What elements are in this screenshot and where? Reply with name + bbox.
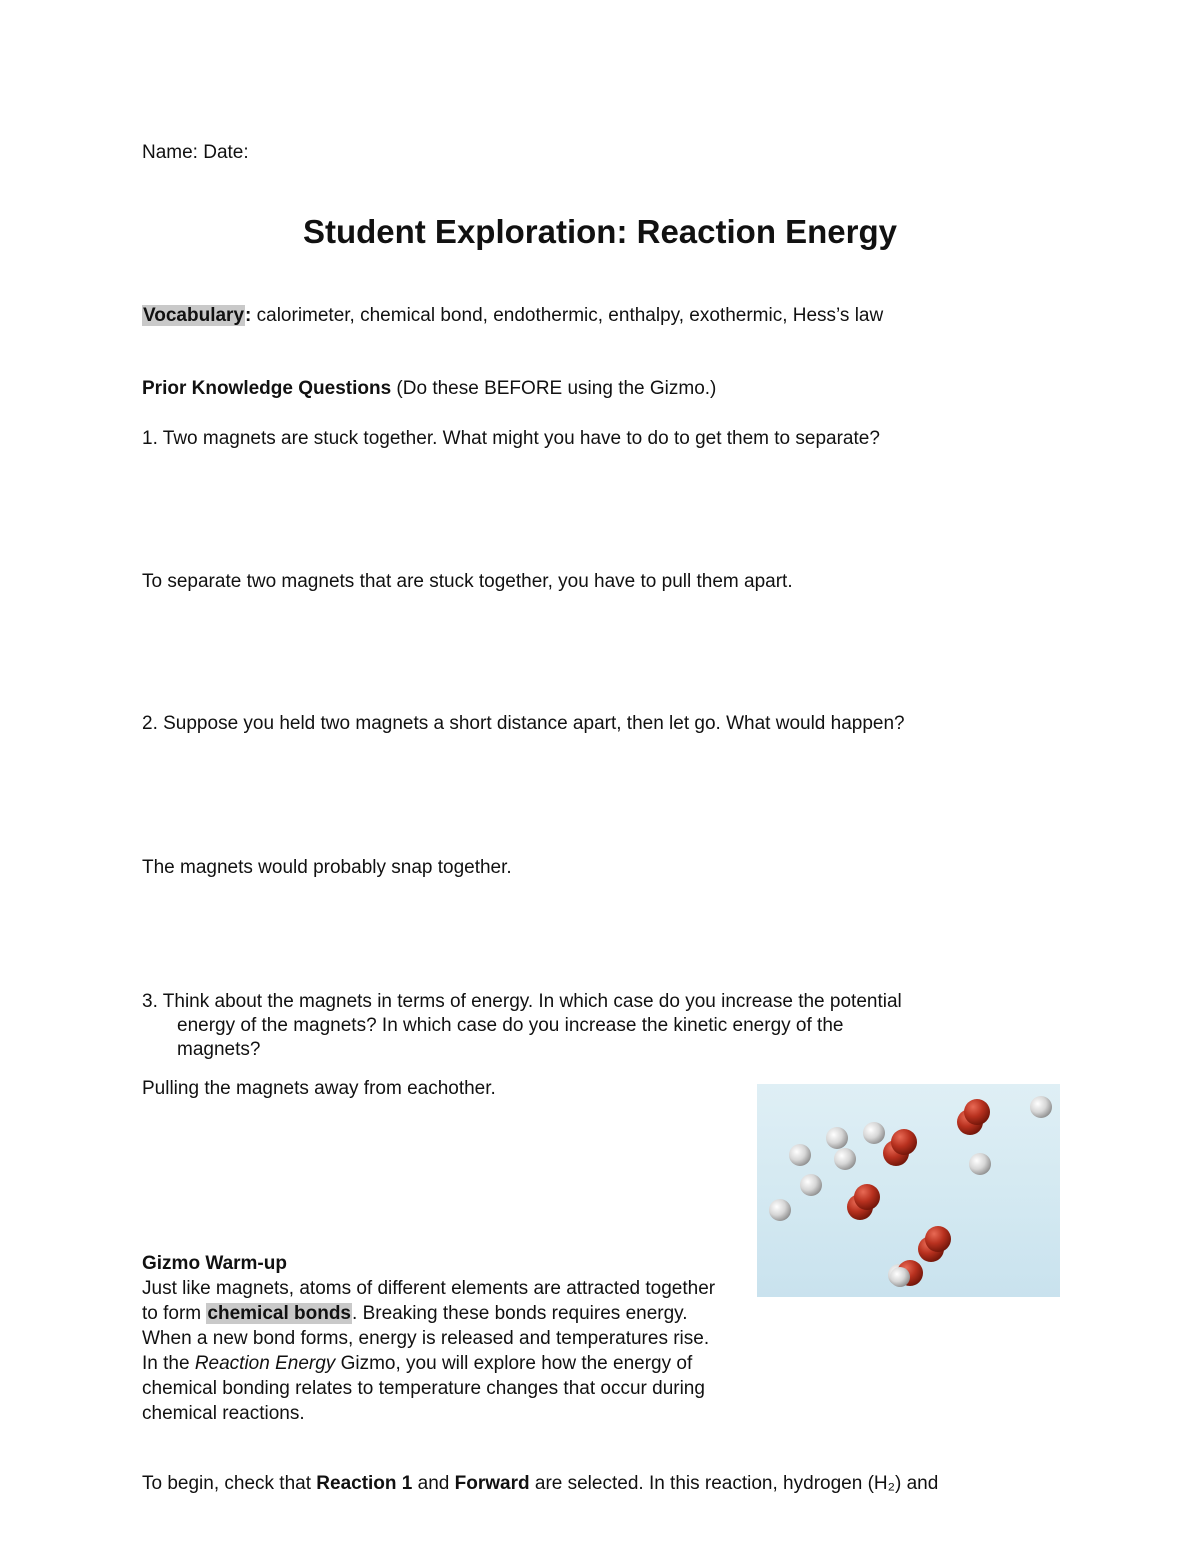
begin-text-1: To begin, check that xyxy=(142,1473,317,1494)
question-2: 2. Suppose you held two magnets a short distance apart, then let go. What would happen? xyxy=(142,713,905,734)
gizmo-warmup-heading: Gizmo Warm-up xyxy=(142,1253,287,1274)
prior-knowledge-note: (Do these BEFORE using the Gizmo.) xyxy=(391,378,717,399)
molecules-illustration-icon xyxy=(757,1084,1060,1297)
prior-knowledge-heading xyxy=(142,378,716,400)
warmup-gizmo-name: Reaction Energy xyxy=(194,1353,336,1374)
begin-instructions xyxy=(142,1473,938,1495)
hydrogen-atom xyxy=(826,1127,848,1149)
molecules-svg xyxy=(757,1084,1060,1297)
page-title: Student Exploration: Reaction Energy xyxy=(302,213,898,250)
oxygen-atom xyxy=(925,1226,951,1252)
hydrogen-atom xyxy=(1030,1096,1052,1118)
warmup-text-1: Just like magnets, atoms of different elements are attracted together to form xyxy=(142,1278,716,1324)
warmup-text-3: Gizmo, you will explore how the energy of chemical bonding relates to temperature changes that occur during chemical reactions. xyxy=(142,1353,705,1424)
answer-3[interactable]: Pulling the magnets away from eachother. xyxy=(142,1078,496,1099)
begin-forward: Forward xyxy=(454,1473,530,1494)
gizmo-warmup-text xyxy=(142,1276,722,1426)
hydrogen-atom xyxy=(863,1122,885,1144)
question-3-line-2: energy of the magnets? In which case do you increase the kinetic energy of the xyxy=(177,1015,844,1036)
vocabulary-line xyxy=(142,305,883,327)
vocabulary-label: Vocabulary xyxy=(143,305,245,326)
hydrogen-atom xyxy=(789,1144,811,1166)
oxygen-atom xyxy=(854,1184,880,1210)
question-3-line-1: 3. Think about the magnets in terms of energy. In which case do you increase the potential xyxy=(142,991,902,1012)
hydrogen-atom xyxy=(969,1153,991,1175)
oxygen-atom xyxy=(891,1129,917,1155)
prior-knowledge-title: Prior Knowledge Questions xyxy=(142,378,392,399)
question-3 xyxy=(142,990,1042,1062)
hydrogen-atom xyxy=(769,1199,791,1221)
vocabulary-terms: calorimeter, chemical bond, endothermic, enthalpy, exothermic, Hess’s law xyxy=(251,305,884,326)
name-date-line: Name: Date: xyxy=(142,142,249,163)
hydrogen-atom xyxy=(834,1148,856,1170)
hydrogen-atom xyxy=(800,1174,822,1196)
warmup-term-chemical-bonds: chemical bonds xyxy=(207,1303,352,1324)
vocabulary-colon: : xyxy=(245,305,252,326)
begin-text-2: and xyxy=(412,1473,455,1494)
question-1: 1. Two magnets are stuck together. What might you have to do to get them to separate? xyxy=(142,428,880,449)
begin-reaction-1: Reaction 1 xyxy=(316,1473,413,1494)
answer-2[interactable]: The magnets would probably snap together. xyxy=(142,857,512,878)
oxygen-atom xyxy=(964,1099,990,1125)
question-3-line-3: magnets? xyxy=(177,1039,261,1060)
begin-text-3: are selected. In this reaction, hydrogen (H₂) and xyxy=(529,1473,939,1494)
answer-1[interactable]: To separate two magnets that are stuck together, you have to pull them apart. xyxy=(142,571,793,592)
warmup-text-2: . Breaking these bonds requires energy. When a new bond forms, energy is released and temperatures rise. In the xyxy=(142,1303,710,1374)
hydrogen-atom xyxy=(890,1267,910,1287)
